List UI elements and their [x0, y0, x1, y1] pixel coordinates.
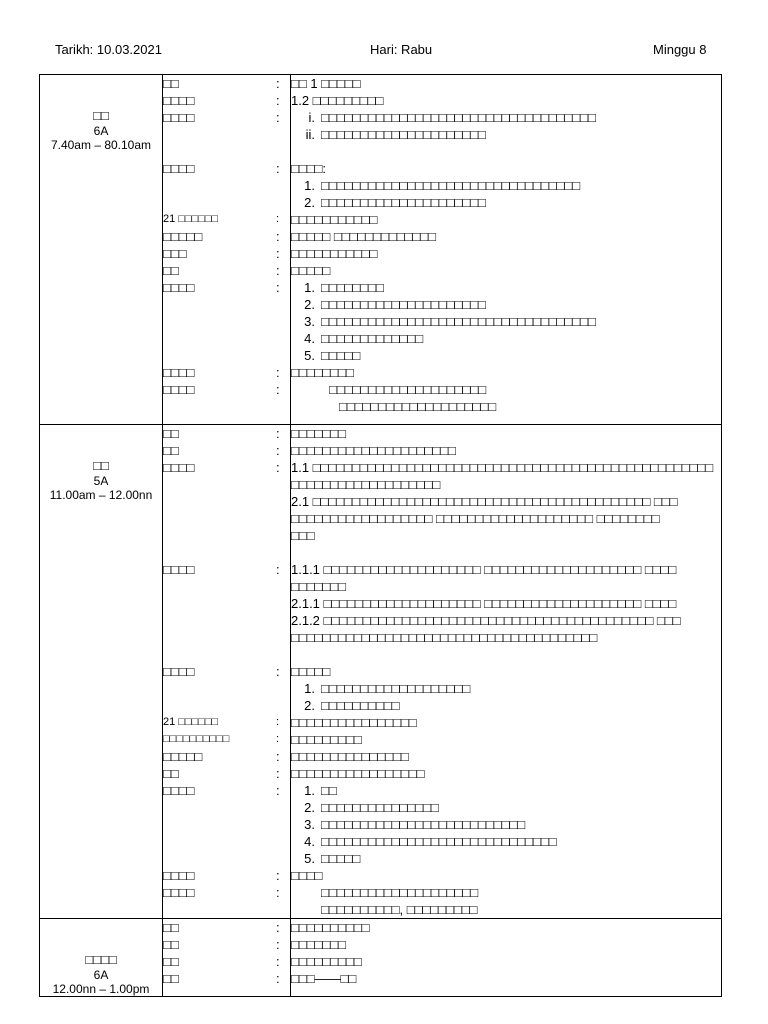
field-label-row [163, 160, 290, 211]
colon-separator: : [276, 733, 280, 745]
colon-separator: : [276, 246, 280, 261]
content-line: □□□□□□□ [291, 426, 346, 441]
content-line: □□□□□□□□□□□ [291, 212, 378, 227]
list-item [291, 782, 721, 799]
colon-separator: : [276, 749, 280, 764]
list-text: □□□□□□□□□□□□□□□□□□□□□ [321, 195, 486, 210]
colon-separator: : [276, 443, 280, 458]
list-item [291, 799, 721, 816]
field-content [291, 936, 721, 953]
content-line: 1.1 □□□□□□□□□□□□□□□□□□□□□□□□□□□□□□□□□□□□□□□□□□□□□□□□□□□ [291, 460, 714, 475]
content-line: □□□□□ [291, 263, 331, 278]
field-content [291, 884, 721, 918]
content-line: □□□□□□□□□□□□□□□□□□□□□□□□□□□□□□□□□□□□□□□ [291, 630, 598, 645]
field-label: □□ [163, 263, 179, 278]
colon-separator: : [276, 562, 280, 577]
field-label-row [163, 279, 290, 364]
field-content [291, 109, 721, 160]
content-line: □□□□□ [291, 664, 331, 679]
content-line: □□□□□□□□□□□□□□□□ [291, 715, 417, 730]
field-label: □□□□ [163, 161, 195, 176]
field-label: □□□□ [163, 885, 195, 900]
field-label-row [163, 765, 290, 782]
content-cell [291, 919, 722, 997]
field-content [291, 279, 721, 364]
content-line: □□□□□□□□□□□□□□□□□□ □□□□□□□□□□□□□□□□□□□□ □□□□□□□□ [291, 511, 660, 526]
list-text: □□□□□□□□□□□□□□□□□□□□□□□□□□ [321, 817, 526, 832]
field-content [291, 211, 721, 228]
list-text: □□□□□□□□□□ [321, 698, 400, 713]
list-number: 3. [304, 314, 315, 329]
list-text: □□□□□□□□□□□□□□□□□□□□□□□□□□□□□□□□□□□ [321, 110, 596, 125]
content-line: 1.2 □□□□□□□□□ [291, 93, 384, 108]
subject-subject: □□ [93, 458, 109, 473]
field-content [291, 748, 721, 765]
list-item [291, 194, 721, 211]
field-label: □□ [163, 426, 179, 441]
day-label: Hari: Rabu [370, 42, 433, 57]
list-number: 1. [304, 681, 315, 696]
lesson-block [40, 75, 722, 425]
content-line: □□□□□□□□□□□□□□□□□□□□□ [291, 443, 456, 458]
field-label: □□ [163, 920, 179, 935]
colon-separator: : [276, 110, 280, 125]
list-text: □□□□□□□□ [321, 280, 384, 295]
list-number: ii. [305, 127, 315, 142]
field-label-row [163, 381, 290, 415]
list-item [291, 279, 721, 296]
field-content [291, 765, 721, 782]
field-label: □□□□ [163, 365, 195, 380]
content-line: □□□□□□□□□□□□□□□□□ [291, 766, 425, 781]
week-label: Minggu 8 [653, 42, 707, 57]
field-label-row [163, 109, 290, 160]
field-label-row [163, 731, 290, 748]
field-label: □□ [163, 971, 179, 986]
field-content [291, 262, 721, 279]
list-number: 2. [304, 800, 315, 815]
list-text: □□□□□□□□□□□□□ [321, 331, 424, 346]
field-content [291, 782, 721, 867]
field-content [291, 459, 721, 561]
list-text: □□□□□□□□□□□□□□□□□□□□□□□□□□□□□□□□□ [321, 178, 581, 193]
field-label-row [163, 561, 290, 663]
field-label-row [163, 970, 290, 987]
list-item [291, 330, 721, 347]
subject-time: 11.00am – 12.00nn [49, 488, 153, 502]
field-content [291, 867, 721, 884]
field-content [291, 442, 721, 459]
field-content [291, 245, 721, 262]
field-label-row [163, 663, 290, 714]
list-text: □□□□□□□□□□□□□□□□□□□□□□□□□□□□□□ [321, 834, 557, 849]
field-label-row [163, 92, 290, 109]
list-item [291, 833, 721, 850]
list-item [291, 313, 721, 330]
content-line: □□□□□□□□□ [291, 954, 362, 969]
list-number: 3. [304, 817, 315, 832]
field-label-row [163, 459, 290, 561]
field-label: □□□□ [163, 783, 195, 798]
subject-class: 6A [93, 968, 109, 982]
colon-separator: : [276, 664, 280, 679]
field-content [291, 731, 721, 748]
content-line: □□□□: [291, 161, 327, 176]
list-number: 2. [304, 195, 315, 210]
content-line: □□□□□□□□□□□ [291, 246, 378, 261]
field-label-row [163, 884, 290, 918]
field-content [291, 228, 721, 245]
colon-separator: : [276, 868, 280, 883]
lesson-block [40, 425, 722, 919]
content-cell [291, 75, 722, 425]
content-line: □□□□□ □□□□□□□□□□□□□ [291, 229, 436, 244]
list-number: 5. [304, 851, 315, 866]
colon-separator: : [276, 783, 280, 798]
list-text: □□□□□□□□□□□□□□□□□□□□□□□□□□□□□□□□□□□ [321, 314, 596, 329]
content-line: □□□□□□□ [291, 937, 346, 952]
reflection-line: □□□□□□□□□□□□□□□□□□□□ [321, 885, 479, 900]
list-text: □□ [321, 783, 337, 798]
reflection-line: □□□□□□□□□□□□□□□□□□□□ [339, 399, 497, 414]
content-line: □□□□□□□□□□ [291, 920, 370, 935]
field-label-row [163, 245, 290, 262]
content-line: □□□——□□ [291, 971, 357, 986]
subject-cell [40, 75, 163, 425]
list-number: 2. [304, 297, 315, 312]
field-label: □□ [163, 76, 179, 91]
list-text: □□□□□□□□□□□□□□□□□□□ [321, 681, 471, 696]
field-label: 21 □□□□□□ [163, 213, 219, 225]
field-label: □□□□□ [163, 749, 203, 764]
subject-cell [40, 425, 163, 919]
colon-separator: : [276, 954, 280, 969]
field-label-row [163, 714, 290, 731]
content-line: 2.1 □□□□□□□□□□□□□□□□□□□□□□□□□□□□□□□□□□□□□□□□□□□ □□□ [291, 494, 678, 509]
colon-separator: : [276, 766, 280, 781]
list-number: 4. [304, 834, 315, 849]
colon-separator: : [276, 365, 280, 380]
content-line: □□□□□□□□□ [291, 732, 362, 747]
list-item [291, 347, 721, 364]
field-label-row [163, 364, 290, 381]
field-label-row [163, 867, 290, 884]
field-label-row [163, 748, 290, 765]
colon-separator: : [276, 937, 280, 952]
list-text: □□□□□ [321, 851, 361, 866]
field-content [291, 160, 721, 211]
label-cell [163, 919, 291, 997]
field-label-row [163, 262, 290, 279]
subject-time: 12.00nn – 1.00pm [52, 982, 150, 996]
colon-separator: : [276, 93, 280, 108]
list-text: □□□□□□□□□□□□□□□□□□□□□ [321, 297, 486, 312]
colon-separator: : [276, 263, 280, 278]
field-label: □□□□ [163, 664, 195, 679]
list-item [291, 680, 721, 697]
subject-cell [40, 919, 163, 997]
field-content [291, 919, 721, 936]
field-content [291, 714, 721, 731]
field-label: □□□□ [163, 562, 195, 577]
field-label-row [163, 936, 290, 953]
colon-separator: : [276, 426, 280, 441]
field-label-row [163, 442, 290, 459]
field-label-row [163, 919, 290, 936]
list-number: 2. [304, 698, 315, 713]
date-label: Tarikh: 10.03.2021 [55, 42, 162, 57]
list-text: □□□□□□□□□□□□□□□ [321, 800, 439, 815]
field-content [291, 92, 721, 109]
list-number: 1. [304, 178, 315, 193]
list-item [291, 177, 721, 194]
field-content [291, 953, 721, 970]
colon-separator: : [276, 460, 280, 475]
content-line: □□□□□□□□ [291, 365, 354, 380]
list-number: 4. [304, 331, 315, 346]
field-content [291, 381, 721, 415]
colon-separator: : [276, 161, 280, 176]
field-label: □□□□ [163, 110, 195, 125]
field-label-row [163, 953, 290, 970]
field-label: □□□□ [163, 382, 195, 397]
content-line: □□□□□□□□□□□□□□□□□□□ [291, 477, 441, 492]
list-item [291, 109, 721, 126]
list-item [291, 697, 721, 714]
field-label: □□□□ [163, 460, 195, 475]
colon-separator: : [276, 76, 280, 91]
field-label-row [163, 782, 290, 867]
label-cell [163, 75, 291, 425]
field-content [291, 364, 721, 381]
content-line: □□ 1 □□□□□ [291, 76, 361, 91]
subject-class: 5A [93, 474, 109, 488]
subject-time: 7.40am – 80.10am [50, 138, 152, 152]
field-label-row [163, 75, 290, 92]
field-content [291, 970, 721, 987]
list-number: i. [308, 110, 315, 125]
colon-separator: : [276, 971, 280, 986]
colon-separator: : [276, 382, 280, 397]
list-number: 1. [304, 783, 315, 798]
field-label-row [163, 425, 290, 442]
list-number: 5. [304, 348, 315, 363]
content-line: 2.1.1 □□□□□□□□□□□□□□□□□□□□ □□□□□□□□□□□□□□□□□□□□ □□□□ [291, 596, 677, 611]
list-item [291, 850, 721, 867]
field-content [291, 663, 721, 714]
field-label: □□□ [163, 246, 187, 261]
content-line: □□□ [291, 528, 315, 543]
field-label-row [163, 228, 290, 245]
content-line: □□□□ [291, 868, 323, 883]
page-header [0, 42, 768, 60]
field-content [291, 425, 721, 442]
content-line: □□□□□□□ [291, 579, 346, 594]
label-cell [163, 425, 291, 919]
subject-class: 6A [93, 124, 109, 138]
lesson-block [40, 919, 722, 997]
colon-separator: : [276, 920, 280, 935]
field-content [291, 75, 721, 92]
lesson-plan-table [39, 74, 722, 997]
field-label: □□ [163, 937, 179, 952]
list-item [291, 816, 721, 833]
field-label: 21 □□□□□□ [163, 716, 219, 728]
content-line: 1.1.1 □□□□□□□□□□□□□□□□□□□□ □□□□□□□□□□□□□□□□□□□□ □□□□ [291, 562, 677, 577]
field-label: □□□□ [163, 93, 195, 108]
list-text: □□□□□□□□□□□□□□□□□□□□□ [321, 127, 486, 142]
colon-separator: : [276, 213, 280, 225]
reflection-line: □□□□□□□□□□, □□□□□□□□□ [321, 902, 478, 917]
field-label: □□□□ [163, 868, 195, 883]
colon-separator: : [276, 229, 280, 244]
field-label-row [163, 211, 290, 228]
content-line: □□□□□□□□□□□□□□□ [291, 749, 409, 764]
list-item [291, 296, 721, 313]
subject-subject: □□□□ [85, 952, 117, 967]
field-label: □□ [163, 954, 179, 969]
content-cell [291, 425, 722, 919]
field-label: □□□□ [163, 280, 195, 295]
field-label: □□□□□ [163, 229, 203, 244]
subject-subject: □□ [93, 108, 109, 123]
list-text: □□□□□ [321, 348, 361, 363]
field-label: □□□□□□□□□□ [163, 733, 230, 745]
colon-separator: : [276, 885, 280, 900]
list-number: 1. [304, 280, 315, 295]
field-label: □□ [163, 766, 179, 781]
list-item [291, 126, 721, 143]
colon-separator: : [276, 716, 280, 728]
field-label: □□ [163, 443, 179, 458]
colon-separator: : [276, 280, 280, 295]
content-line: 2.1.2 □□□□□□□□□□□□□□□□□□□□□□□□□□□□□□□□□□□□□□□□□□ □□□ [291, 613, 681, 628]
reflection-line: □□□□□□□□□□□□□□□□□□□□ [329, 382, 487, 397]
field-content [291, 561, 721, 663]
